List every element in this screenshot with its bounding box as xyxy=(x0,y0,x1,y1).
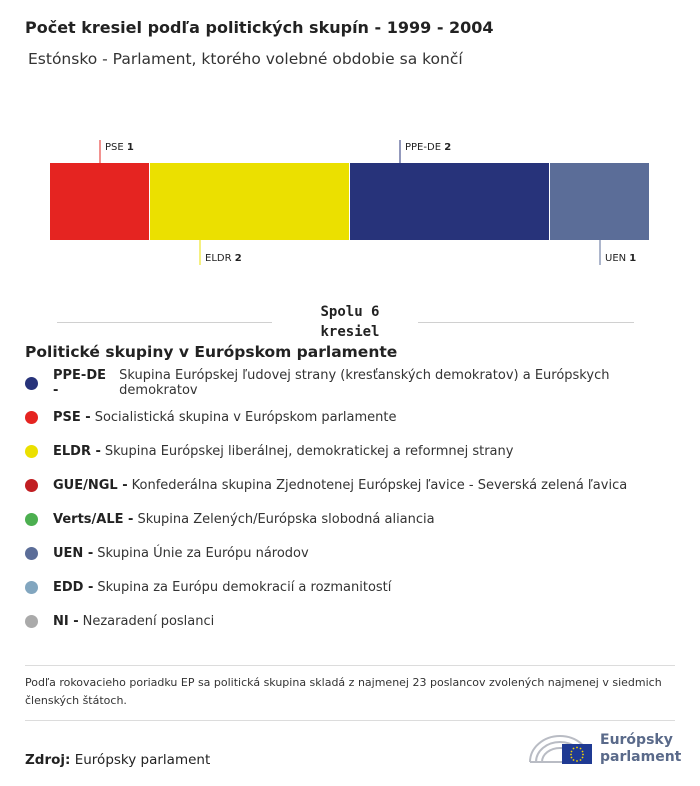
data-label-eldr: ELDR 2 xyxy=(205,253,242,264)
legend-abbr: PPE-DE - xyxy=(53,368,107,398)
legend-desc: Konfederálna skupina Zjednotenej Európskej ľavice - Severská zelená ľavica xyxy=(131,477,628,493)
legend-color-dot xyxy=(25,513,38,526)
source-label: Zdroj: xyxy=(25,752,71,768)
legend-color-dot xyxy=(25,615,38,628)
legend-abbr: NI - xyxy=(53,613,79,629)
legend-item xyxy=(25,434,685,468)
source-value: Európsky parlament xyxy=(74,752,211,768)
legend-abbr: UEN - xyxy=(53,545,94,561)
legend-desc: Skupina Európskej ľudovej strany (kresťanských demokratov) a Európskych demokratov xyxy=(119,368,610,398)
chart-title: Počet kresiel podľa politických skupín - 1999 - 2004 xyxy=(25,18,494,37)
chart-subtitle: Estónsko - Parlament, ktorého volebné obdobie sa končí xyxy=(28,50,463,68)
legend-color-dot xyxy=(25,445,38,458)
bar-eldr xyxy=(150,163,349,240)
legend-color-dot xyxy=(25,547,38,560)
legend-desc: Skupina Európskej liberálnej, demokratickej a reformnej strany xyxy=(104,443,514,459)
legend-item xyxy=(25,366,685,400)
legend xyxy=(25,366,685,638)
hemicycle-icon xyxy=(528,728,598,770)
stacked-bar-chart xyxy=(0,130,700,275)
logo-text xyxy=(600,732,681,766)
legend-abbr: PSE - xyxy=(53,409,91,425)
total-seats xyxy=(0,300,700,340)
legend-item xyxy=(25,570,685,604)
total-seats-label: Spolu 6 kresiel xyxy=(320,304,380,340)
logo-line2: parlament xyxy=(600,749,682,765)
source xyxy=(25,752,210,768)
legend-abbr: ELDR - xyxy=(53,443,101,459)
legend-color-dot xyxy=(25,479,38,492)
legend-color-dot xyxy=(25,411,38,424)
legend-abbr: Verts/ALE - xyxy=(53,511,134,527)
legend-desc: Skupina Únie za Európu národov xyxy=(97,545,309,561)
footnote: Podľa rokovacieho poriadku EP sa politická skupina skladá z najmenej 23 poslancov zvolených najmenej v siedmich členských štátoch. xyxy=(25,665,675,721)
bar-pse xyxy=(50,163,149,240)
legend-desc: Skupina za Európu demokracií a rozmanitostí xyxy=(97,579,392,595)
data-label-ppe-de: PPE-DE 2 xyxy=(405,142,452,153)
legend-item xyxy=(25,468,685,502)
legend-desc: Socialistická skupina v Európskom parlamente xyxy=(94,409,397,425)
legend-abbr: GUE/NGL - xyxy=(53,477,128,493)
legend-color-dot xyxy=(25,377,38,390)
legend-desc: Nezaradení poslanci xyxy=(82,613,215,629)
european-parliament-logo xyxy=(528,728,682,770)
legend-item xyxy=(25,400,685,434)
total-right-rule xyxy=(418,322,634,323)
data-label-uen: UEN 1 xyxy=(605,253,637,264)
legend-desc: Skupina Zelených/Európska slobodná aliancia xyxy=(137,511,435,527)
total-left-rule xyxy=(57,322,272,323)
logo-line1: Európsky xyxy=(600,732,673,748)
legend-item xyxy=(25,536,685,570)
bar-uen xyxy=(550,163,649,240)
legend-color-dot xyxy=(25,581,38,594)
legend-abbr: EDD - xyxy=(53,579,94,595)
legend-item xyxy=(25,502,685,536)
legend-item xyxy=(25,604,685,638)
bar-ppe-de xyxy=(350,163,549,240)
data-label-pse: PSE 1 xyxy=(105,142,134,153)
legend-title: Politické skupiny v Európskom parlamente xyxy=(25,343,398,361)
